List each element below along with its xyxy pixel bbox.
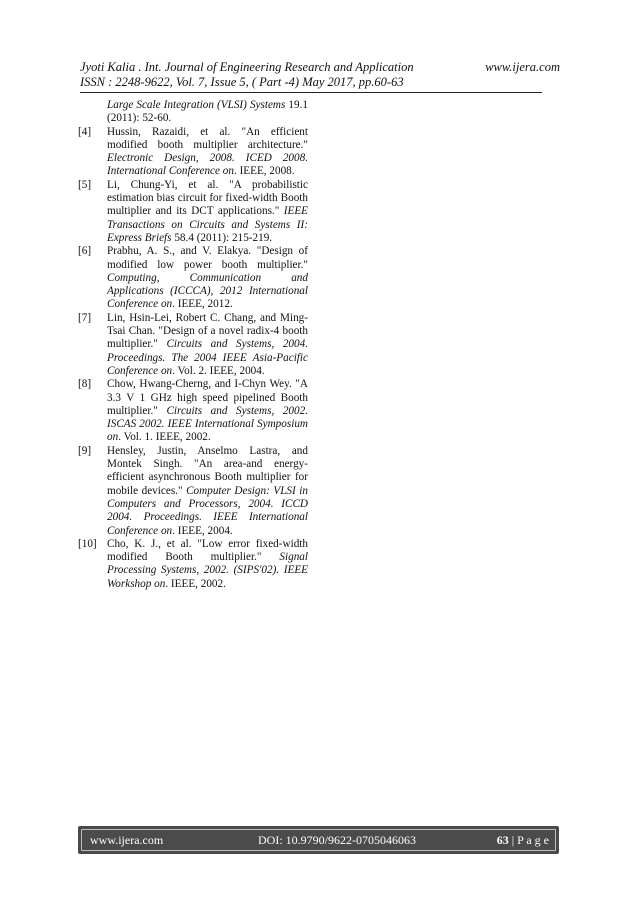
reference-details: 19.1 (2011): 52-60. [107,99,309,125]
header-website[interactable]: www.ijera.com [485,60,560,74]
reference-item [78,445,308,538]
reference-list [78,99,308,591]
header-issn-line: ISSN : 2248-9622, Vol. 7, Issue 5, ( Part -4) May 2017, pp.60-63 [80,75,404,89]
reference-number: [8] [78,378,92,391]
reference-number: [5] [78,178,92,191]
reference-authors-title: Prabhu, A. S., and V. Elakya. "Design of modified low power booth multiplier." [107,245,308,271]
page-footer [78,826,559,854]
reference-venue: Large Scale Integration (VLSI) Systems [107,99,286,111]
footer-page-number: 63 [496,832,509,847]
reference-number: [6] [78,245,92,258]
reference-number: [7] [78,311,92,324]
reference-details: . Vol. 2. IEEE, 2004. [172,364,265,377]
reference-details: . IEEE, 2002. [165,577,226,590]
reference-details: . IEEE, 2008. [233,165,295,178]
reference-details: . Vol. 1. IEEE, 2002. [118,431,211,444]
reference-number: [9] [78,444,92,457]
reference-authors-title: Li, Chung-Yi, et al. "A probabilistic estimation bias circuit for fixed-width Booth multiplier and its DCT applications." [107,178,308,218]
reference-item [78,312,308,378]
reference-authors-title: Hensley, Justin, Anselmo Lastra, and Montek Singh. "An area-and energy-efficient asynchronous Booth multiplier for mobile devices." [107,444,308,497]
reference-text [107,99,308,126]
reference-text [107,245,308,311]
reference-item [78,245,308,311]
footer-doi: DOI: 10.9790/9622-0705046063 [258,832,416,847]
reference-venue: Computing, Communication and Applications (ICCCA), 2012 International Conference on [107,271,308,311]
reference-item [78,378,308,444]
reference-text [107,445,308,538]
reference-details: 58.4 (2011): 215-219. [171,231,273,244]
reference-authors-title: Hussin, Razaidi, et al. "An efficient modified booth multiplier architecture." [107,125,308,151]
reference-text [107,538,308,591]
reference-authors-title: Lin, Hsin-Lei, Robert C. Chang, and Ming-Tsai Chan. "Design of a novel radix-4 booth multiplier." [107,311,308,351]
footer-page-label: | P a g e [508,832,549,847]
reference-item [78,99,308,126]
reference-item [78,538,308,591]
reference-text [107,126,308,179]
header-journal-line: Jyoti Kalia . Int. Journal of Engineering Research and Application [80,60,414,74]
reference-item [78,179,308,245]
reference-venue: IEEE Transactions on Circuits and Systems II: Express Briefs [107,205,308,244]
reference-details: . IEEE, 2004. [172,524,233,537]
page-header [80,60,560,93]
reference-venue: Circuits and Systems, 2004. Proceedings. The 2004 IEEE Asia-Pacific Conference on [107,338,308,377]
header-rule [80,92,542,93]
reference-text [107,312,308,378]
reference-venue: Signal Processing Systems, 2002. (SIPS'02). IEEE Workshop on [107,551,308,590]
footer-website[interactable]: www.ijera.com [90,832,164,847]
reference-venue: Computer Design: VLSI in Computers and Processors, 2004. ICCD 2004. Proceedings. IEEE International Conference on [107,484,308,537]
reference-number: [4] [78,125,92,138]
reference-venue: Electronic Design, 2008. ICED 2008. International Conference on [107,152,308,178]
reference-text [107,179,308,245]
reference-authors-title: Chow, Hwang-Cherng, and I-Chyn Wey. "A 3.3 V 1 GHz high speed pipelined Booth multiplier." [107,378,308,417]
footer-page-indicator [448,833,549,848]
reference-number: [10] [78,537,97,550]
reference-authors-title: Cho, K. J., et al. "Low error fixed-width modified Booth multiplier." [107,537,308,564]
reference-number [78,99,107,126]
reference-details: . IEEE, 2012. [172,298,233,311]
reference-text [107,378,308,444]
reference-venue: Circuits and Systems, 2002. ISCAS 2002. IEEE International Symposium on [107,404,308,444]
reference-item [78,126,308,179]
